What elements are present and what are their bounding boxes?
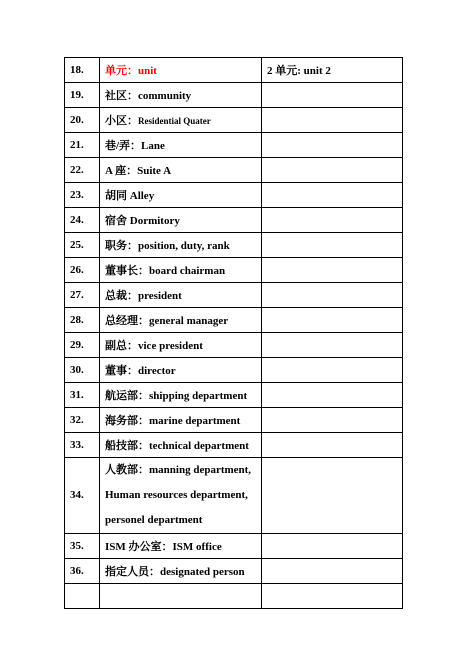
note-cell xyxy=(262,258,403,283)
note-cell xyxy=(262,383,403,408)
note-cell xyxy=(262,308,403,333)
term-cell: ISM 办公室：ISM office xyxy=(100,534,262,559)
term-line: personel department xyxy=(105,514,203,526)
table-row xyxy=(65,83,403,108)
note-cell: 2 单元: unit 2 xyxy=(262,58,403,83)
table-row xyxy=(65,258,403,283)
term-cell: 副总：vice president xyxy=(100,333,262,358)
row-number: 24. xyxy=(65,208,100,233)
row-number: 25. xyxy=(65,233,100,258)
table-row xyxy=(65,408,403,433)
row-number: 18. xyxy=(65,58,100,83)
row-number: 36. xyxy=(65,559,100,584)
table-row xyxy=(65,534,403,559)
term-cell: 职务：position, duty, rank xyxy=(100,233,262,258)
term-cell: 社区：community xyxy=(100,83,262,108)
row-number: 29. xyxy=(65,333,100,358)
note-cell xyxy=(262,133,403,158)
table-row xyxy=(65,183,403,208)
row-number: 23. xyxy=(65,183,100,208)
table-row xyxy=(65,383,403,408)
term-cell: 董事长：board chairman xyxy=(100,258,262,283)
note-cell xyxy=(262,108,403,133)
note-cell xyxy=(262,183,403,208)
term-cell: 海务部：marine department xyxy=(100,408,262,433)
term-line: 人教部：manning department, xyxy=(105,464,252,476)
term-cell: 总经理：general manager xyxy=(100,308,262,333)
row-number: 20. xyxy=(65,108,100,133)
term-cell: 指定人员：designated person xyxy=(100,559,262,584)
table-row xyxy=(65,283,403,308)
row-number: 27. xyxy=(65,283,100,308)
row-number: 31. xyxy=(65,383,100,408)
vocabulary-table xyxy=(64,57,403,609)
row-number: 34. xyxy=(65,458,100,534)
table-row xyxy=(65,433,403,458)
note-cell xyxy=(262,158,403,183)
term-cell: 总裁：president xyxy=(100,283,262,308)
table-row xyxy=(65,158,403,183)
table-row xyxy=(65,58,403,83)
term-chinese: 小区： xyxy=(105,115,138,127)
term-english-small: Residential Quater xyxy=(138,116,211,126)
table-row xyxy=(65,233,403,258)
note-cell xyxy=(262,433,403,458)
note-cell xyxy=(262,534,403,559)
note-cell xyxy=(262,559,403,584)
term-cell xyxy=(100,584,262,609)
term-cell: 宿舍 Dormitory xyxy=(100,208,262,233)
note-cell xyxy=(262,584,403,609)
term-cell: 船技部：technical department xyxy=(100,433,262,458)
table-row xyxy=(65,208,403,233)
row-number: 22. xyxy=(65,158,100,183)
row-number: 21. xyxy=(65,133,100,158)
table-row xyxy=(65,333,403,358)
term-cell: A 座：Suite A xyxy=(100,158,262,183)
row-number xyxy=(65,584,100,609)
table-row xyxy=(65,458,403,534)
row-number: 30. xyxy=(65,358,100,383)
row-number: 32. xyxy=(65,408,100,433)
term-cell: 胡同 Alley xyxy=(100,183,262,208)
term-cell: 董事：director xyxy=(100,358,262,383)
row-number: 28. xyxy=(65,308,100,333)
term-cell xyxy=(100,458,262,534)
note-cell xyxy=(262,233,403,258)
note-cell xyxy=(262,358,403,383)
row-number: 26. xyxy=(65,258,100,283)
term-cell: 巷/弄：Lane xyxy=(100,133,262,158)
row-number: 19. xyxy=(65,83,100,108)
table-row xyxy=(65,308,403,333)
term-cell: 航运部：shipping department xyxy=(100,383,262,408)
table-row xyxy=(65,108,403,133)
row-number: 33. xyxy=(65,433,100,458)
table-row xyxy=(65,358,403,383)
note-cell xyxy=(262,208,403,233)
note-cell xyxy=(262,408,403,433)
table-row xyxy=(65,133,403,158)
term-cell: 单元：unit xyxy=(100,58,262,83)
term-cell xyxy=(100,108,262,133)
table-row xyxy=(65,559,403,584)
table-row xyxy=(65,584,403,609)
note-cell xyxy=(262,458,403,534)
note-cell xyxy=(262,83,403,108)
row-number: 35. xyxy=(65,534,100,559)
note-cell xyxy=(262,333,403,358)
term-line: Human resources department, xyxy=(105,489,248,501)
note-cell xyxy=(262,283,403,308)
